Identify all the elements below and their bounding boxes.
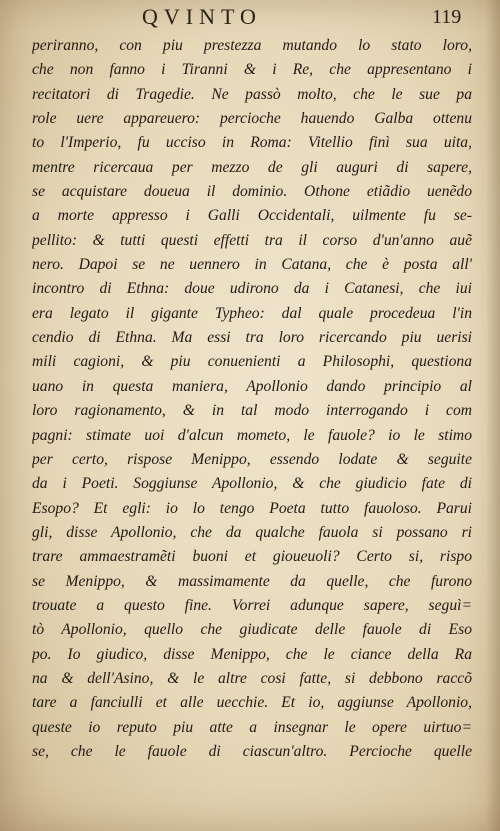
page-number: 119	[432, 6, 462, 28]
text-line: gli, disse Apollonio, che da qualche fauola si possano ri	[32, 523, 472, 541]
text-line: se, che le fauole di ciascun'altro. Percioche quelle	[32, 742, 472, 760]
text-line: Esopo? Et egli: io lo tengo Poeta tutto fauoloso. Parui	[32, 499, 472, 517]
text-line: mentre ricercaua per mezzo de gli auguri di sapere,	[32, 158, 472, 176]
page-header	[0, 4, 500, 34]
text-line: cendio di Ethna. Ma essi tra loro ricercando piu uerisi	[32, 329, 472, 347]
text-line: po. Io giudico, disse Menippo, che le ciance della Ra	[32, 645, 472, 663]
text-line: se acquistare doueua il dominio. Othone etiãdio uenẽdo	[32, 183, 472, 201]
body-text	[32, 34, 472, 764]
text-line: to l'Imperio, fu ucciso in Roma: Vitellio finì sua uita,	[32, 134, 472, 152]
text-line: mili cagioni, & piu conuenienti a Philosophi, questiona	[32, 353, 472, 371]
text-line: periranno, con piu prestezza mutando lo stato loro,	[32, 37, 472, 54]
text-line: na & dell'Asino, & le altre cosi fatte, si debbono raccõ	[32, 669, 472, 687]
text-line: incontro di Ethna: doue udirono da i Catanesi, che iui	[32, 280, 472, 298]
text-line: trare ammaestramẽti buoni et gioueuoli? Certo si, rispo	[32, 548, 472, 566]
text-line: tare a fanciulli et alle uecchie. Et io, aggiunse Apollonio,	[32, 694, 472, 712]
text-line: tò Apollonio, quello che giudicate delle fauole di Eso	[32, 621, 472, 639]
text-line: che non fanno i Tiranni & i Re, che appresentano i	[32, 61, 472, 79]
text-line: pellito: & tutti questi effetti tra il corso d'un'anno auẽ	[32, 231, 472, 249]
text-line: trouate a questo fine. Vorrei adunque sapere, seguì=	[32, 596, 472, 614]
text-line: se Menippo, & massimamente da quelle, che furono	[32, 572, 472, 590]
text-line: loro ragionamento, & in tal modo interrogando i com	[32, 402, 472, 420]
text-line: da i Poeti. Soggiunse Apollonio, & che giudicio fate di	[32, 475, 472, 493]
page-edge-shading	[486, 0, 500, 831]
text-line: uano in questa maniera, Apollonio dando principio al	[32, 377, 472, 395]
running-head: QVINTO	[142, 4, 262, 29]
text-line: pagni: stimate uoi d'alcun mometo, le fauole? io le stimo	[32, 426, 472, 444]
text-line: era legato il gigante Typheo: dal quale procedeua l'in	[32, 304, 472, 322]
text-line: role uere appareuero: percioche hauendo Galba ottenu	[32, 110, 472, 128]
text-line: queste io reputo piu atte a insegnar le opere uirtuo=	[32, 718, 472, 736]
text-line: recitatori di Tragedie. Ne passò molto, che le sue pa	[32, 85, 472, 103]
text-line: a morte appresso i Galli Occidentali, uilmente fu se-	[32, 207, 472, 225]
text-line: per certo, rispose Menippo, essendo lodate & seguite	[32, 450, 472, 468]
text-line: nero. Dapoi se ne uennero in Catana, che è posta all'	[32, 256, 472, 274]
